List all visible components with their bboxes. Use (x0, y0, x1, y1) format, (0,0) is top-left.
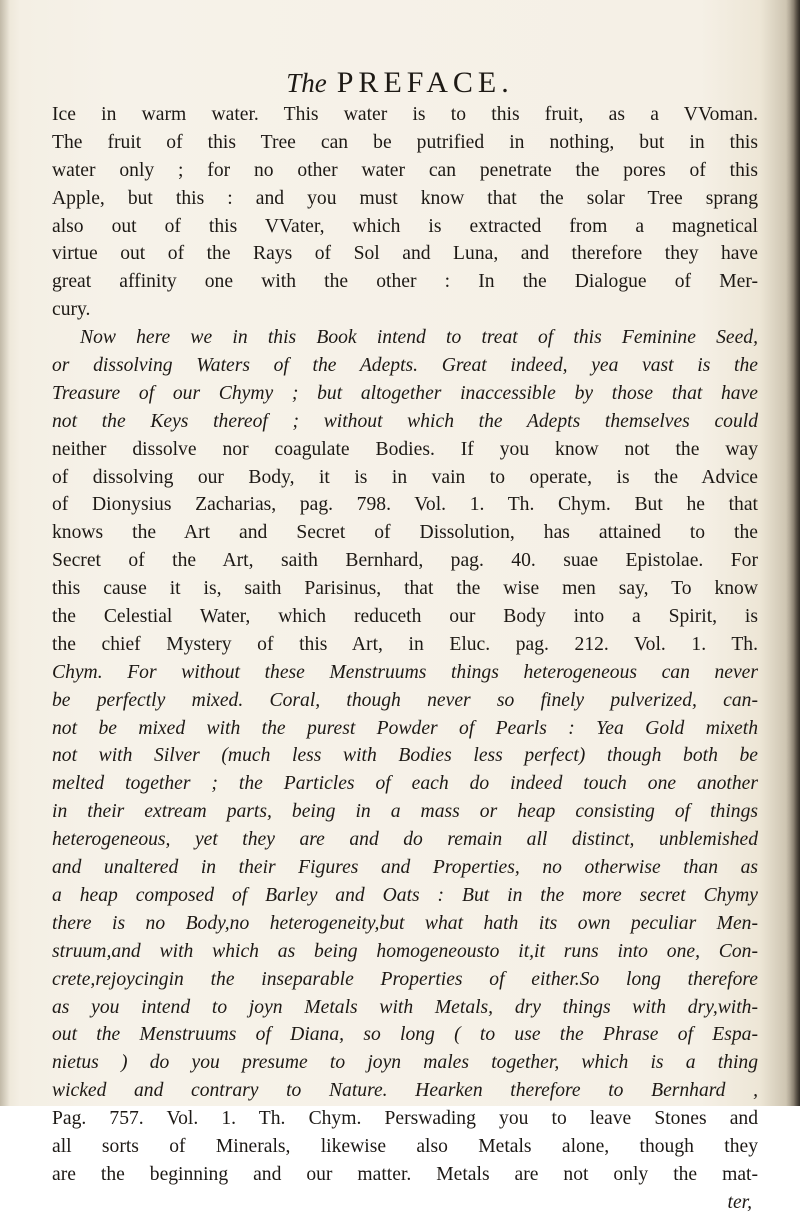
text-line: wicked and contrary to Nature. Hearken therefore to Bernhard , (52, 1080, 758, 1102)
header-the: The (286, 68, 327, 98)
catchword: ter, (727, 1191, 752, 1213)
text-line: not the Keys thereof ; without which the Adepts themselves could (52, 410, 758, 432)
text-line: in their extream parts, being in a mass or heap consisting of things (52, 801, 758, 823)
text-line: struum,and with which as being homogeneousto it,it runs into one, Con- (52, 940, 758, 962)
text-line: water only ; for no other water can penetrate the pores of this (52, 159, 758, 181)
text-line: Treasure of our Chymy ; but altogether inaccessible by those that have (52, 382, 758, 404)
text-line: there is no Body,no heterogeneity,but what hath its own peculiar Men- (52, 912, 758, 934)
text-line: be perfectly mixed. Coral, though never so finely pulverized, can- (52, 689, 758, 711)
text-line: the chief Mystery of this Art, in Eluc. pag. 212. Vol. 1. Th. (52, 633, 758, 655)
text-line: or dissolving Waters of the Adepts. Great indeed, yea vast is the (52, 355, 758, 377)
page-gutter-shadow (786, 0, 800, 1106)
text-line: Secret of the Art, saith Bernhard, pag. 40. suae Epistolae. For (52, 550, 758, 572)
text-line: all sorts of Minerals, likewise also Metals alone, though they (52, 1135, 758, 1157)
text-line: are the beginning and our matter. Metals are not only the mat- (52, 1163, 758, 1185)
text-line: great affinity one with the other : In the Dialogue of Mer- (52, 271, 758, 293)
text-line: knows the Art and Secret of Dissolution, has attained to the (52, 522, 758, 544)
text-line: this cause it is, saith Parisinus, that the wise men say, To know (52, 578, 758, 600)
text-line: cury. (52, 299, 91, 321)
text-line: out the Menstruums of Diana, so long ( to use the Phrase of Espa- (52, 1024, 758, 1046)
text-line: Now here we in this Book intend to treat of this Feminine Seed, (80, 327, 758, 349)
text-line: neither dissolve nor coagulate Bodies. If you know not the way (52, 438, 758, 460)
text-line: Chym. For without these Menstruums things heterogeneous can never (52, 661, 758, 683)
body-text (52, 101, 758, 1217)
header-title: PREFACE. (336, 66, 514, 99)
text-line: Pag. 757. Vol. 1. Th. Chym. Perswading you to leave Stones and (52, 1108, 758, 1130)
text-line: Apple, but this : and you must know that the solar Tree sprang (52, 187, 758, 209)
text-line: heterogeneous, yet they are and do remain all distinct, unblemished (52, 829, 758, 851)
text-line: The fruit of this Tree can be putrified in nothing, but in this (52, 131, 758, 153)
text-line: melted together ; the Particles of each do indeed touch one another (52, 773, 758, 795)
text-line: of dissolving our Body, it is in vain to operate, is the Advice (52, 466, 758, 488)
text-line: and unaltered in their Figures and Properties, no otherwise than as (52, 857, 758, 879)
text-line: crete,rejoycingin the inseparable Properties of either.So long therefore (52, 968, 758, 990)
text-line: nietus ) do you presume to joyn males together, which is a thing (52, 1052, 758, 1074)
running-header (0, 66, 800, 100)
text-line: a heap composed of Barley and Oats : But in the more secret Chymy (52, 884, 758, 906)
text-line: not with Silver (much less with Bodies less perfect) though both be (52, 745, 758, 767)
text-line: Ice in warm water. This water is to this fruit, as a VVoman. (52, 104, 758, 125)
text-line: virtue out of the Rays of Sol and Luna, and therefore they have (52, 243, 758, 265)
page-left-shadow (0, 0, 10, 1106)
text-line: as you intend to joyn Metals with Metals, dry things with dry,with- (52, 996, 758, 1018)
text-line: also out of this VVater, which is extracted from a magnetical (52, 215, 758, 237)
text-line: the Celestial Water, which reduceth our Body into a Spirit, is (52, 606, 758, 628)
text-line: not be mixed with the purest Powder of Pearls : Yea Gold mixeth (52, 717, 758, 739)
text-line: of Dionysius Zacharias, pag. 798. Vol. 1. Th. Chym. But he that (52, 494, 758, 516)
